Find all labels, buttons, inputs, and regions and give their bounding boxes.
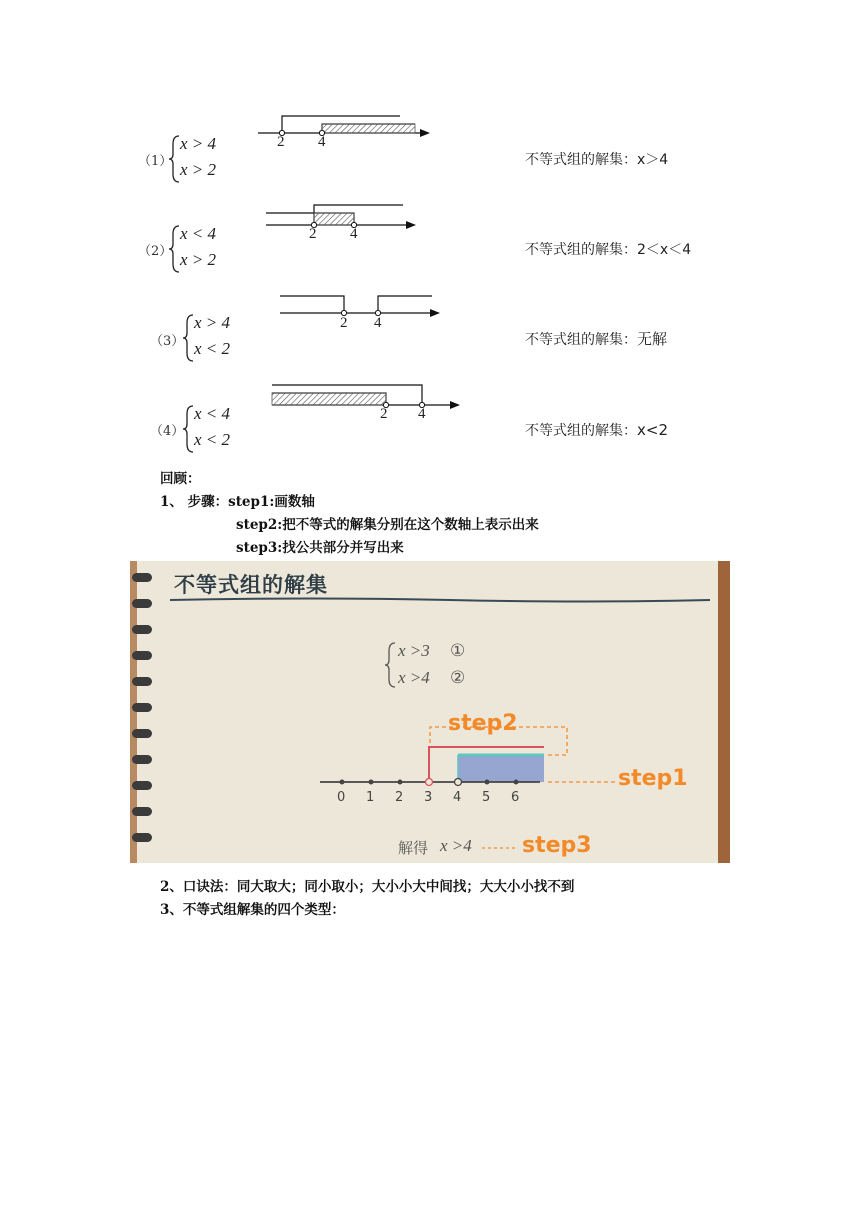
example-4-system	[194, 401, 230, 453]
example-3-line2: x < 2	[194, 339, 231, 358]
review-item-1	[160, 490, 315, 510]
answer-math: x >4	[440, 836, 472, 855]
example-2-mark-4: 4	[350, 226, 358, 242]
example-3-mark-4: 4	[374, 315, 382, 331]
review-step2: step2:把不等式的解集分别在这个数轴上表示出来	[236, 517, 539, 533]
example-4-result	[525, 420, 668, 440]
example-2-result	[525, 239, 691, 259]
example-3-number-line	[276, 290, 446, 325]
axis-tick-5: 5	[482, 790, 491, 805]
example-1-line1: x > 4	[180, 134, 217, 153]
example-2-system	[180, 221, 216, 273]
result-value: 无解	[637, 330, 668, 348]
example-1-system	[180, 131, 216, 183]
example-3-line1: x > 4	[194, 313, 231, 332]
example-1-mark-2: 2	[277, 134, 285, 150]
axis-tick-3: 3	[424, 790, 433, 805]
example-3-result	[525, 328, 667, 349]
result-label: 不等式组的解集：	[525, 332, 637, 348]
example-2-number-line	[258, 200, 428, 245]
panel-circ-1: ①	[450, 641, 466, 661]
panel-ineq-2: x >4	[398, 668, 430, 687]
review-step1: step1:画数轴	[228, 494, 315, 510]
answer-prefix: 解得	[398, 839, 429, 857]
result-value: x＞4	[637, 152, 669, 168]
result-value: x<2	[637, 421, 668, 439]
example-4-number-line	[266, 378, 466, 418]
example-1-line2: x > 2	[180, 160, 217, 179]
example-2-line2: x > 2	[180, 250, 217, 269]
panel-circ-2: ②	[450, 668, 466, 688]
example-3-system	[194, 310, 230, 362]
step3-label: step3	[522, 833, 592, 858]
axis-tick-1: 1	[366, 790, 375, 805]
example-2-mark-2: 2	[309, 226, 317, 242]
example-3-mark-2: 2	[340, 315, 348, 331]
review-step3: step3:找公共部分并写出来	[236, 540, 404, 556]
review-item-3: 3、不等式组解集的四个类型：	[160, 902, 345, 918]
review-item-1-prefix: 1、 步骤：	[160, 494, 229, 510]
example-1-mark-4: 4	[318, 134, 326, 150]
axis-tick-0: 0	[337, 790, 346, 805]
example-1-index: （1）	[138, 154, 173, 169]
axis-tick-2: 2	[395, 790, 404, 805]
axis-tick-4: 4	[453, 790, 462, 805]
example-4-index: （4）	[150, 424, 185, 439]
result-label: 不等式组的解集：	[525, 152, 637, 168]
result-label: 不等式组的解集：	[525, 242, 637, 258]
example-3-index: （3）	[150, 334, 185, 349]
step2-label: step2	[448, 711, 518, 736]
panel-number-line	[130, 561, 730, 863]
result-value: 2＜x＜4	[637, 242, 692, 258]
result-label: 不等式组的解集：	[525, 423, 637, 439]
axis-tick-6: 6	[511, 790, 520, 805]
review-item-2: 2、口诀法：同大取大；同小取小；大小小大中间找；大大小小找不到	[160, 879, 575, 895]
example-2-line1: x < 4	[180, 224, 217, 243]
illustration-panel	[130, 561, 730, 863]
review-heading: 回顾：	[160, 471, 201, 487]
example-2-index: （2）	[138, 244, 173, 259]
example-1-result	[525, 149, 668, 169]
example-4-mark-2: 2	[380, 406, 388, 422]
panel-ineq-1: x >3	[398, 641, 430, 660]
step1-label: step1	[618, 766, 688, 791]
example-4-line1: x < 4	[194, 404, 231, 423]
example-4-mark-4: 4	[418, 406, 426, 422]
panel-title: 不等式组的解集	[174, 573, 328, 597]
example-4-line2: x < 2	[194, 430, 231, 449]
